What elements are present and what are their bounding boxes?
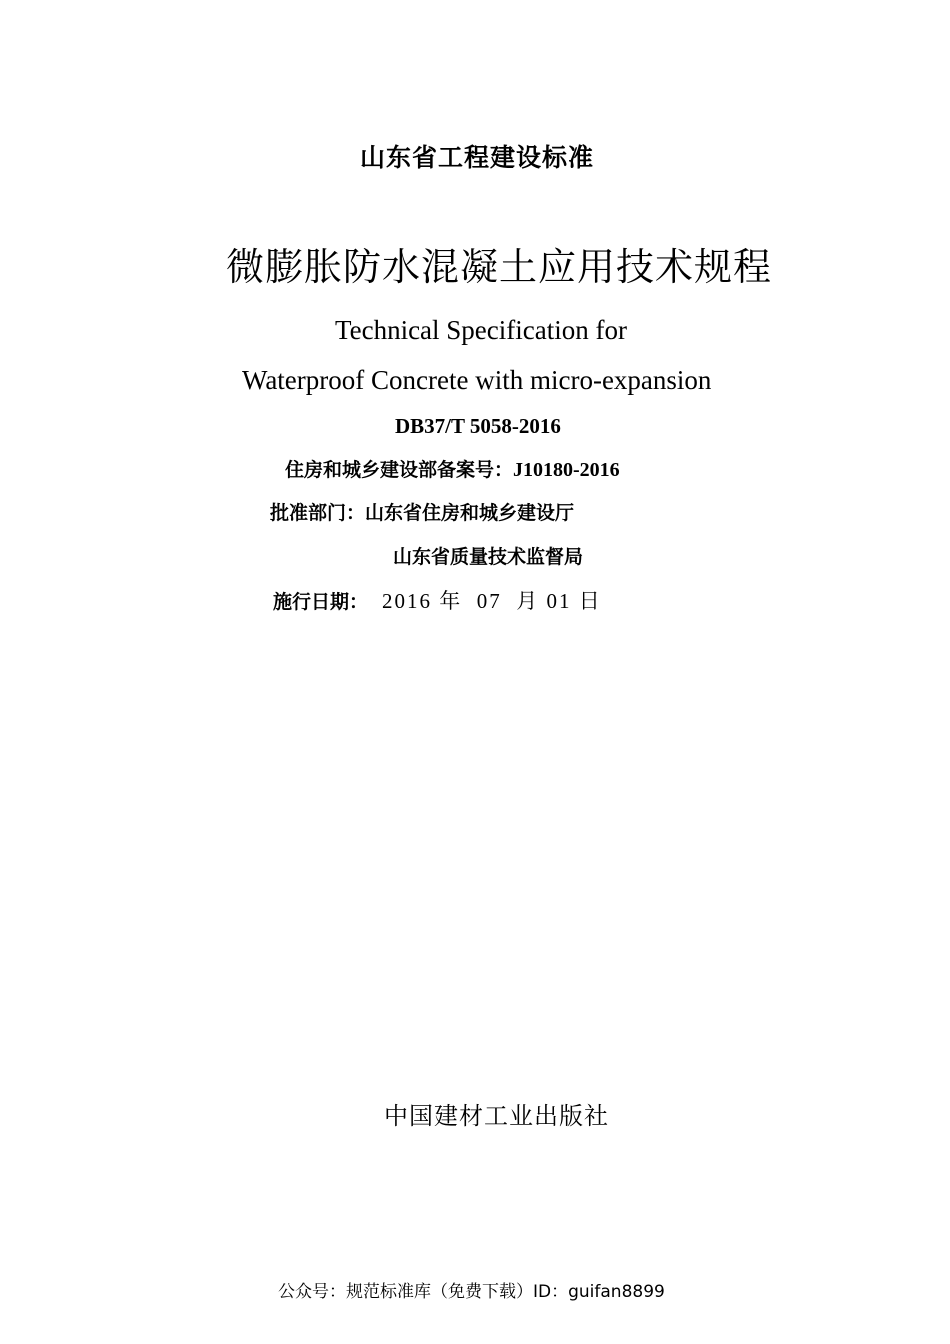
footer-note: 公众号：规范标准库（免费下载）ID：guifan8899 xyxy=(278,1282,665,1302)
document-title-cn: 微膨胀防水混凝土应用技术规程 xyxy=(226,245,773,289)
approval-dept-1: 山东省住房和城乡建设厅 xyxy=(365,502,575,524)
publisher-name: 中国建材工业出版社 xyxy=(384,1102,609,1130)
record-number-value: J10180-2016 xyxy=(513,459,620,481)
record-number-label: 住房和城乡建设部备案号： xyxy=(285,459,514,481)
document-title-en-line1: Technical Specification for xyxy=(335,315,627,345)
document-title-en-line2: Waterproof Concrete with micro-expansion xyxy=(242,365,712,395)
series-heading: 山东省工程建设标准 xyxy=(360,143,595,172)
implementation-date-line xyxy=(273,585,602,615)
approval-label: 批准部门： xyxy=(270,502,366,524)
implementation-date-value: 2016 年 07 月 01 日 xyxy=(382,589,602,613)
standard-code: DB37/T 5058-2016 xyxy=(395,414,561,438)
approval-line xyxy=(270,498,574,525)
record-number-line xyxy=(285,455,620,482)
approval-dept-2: 山东省质量技术监督局 xyxy=(393,546,584,568)
implementation-date-label: 施行日期： xyxy=(273,591,369,613)
